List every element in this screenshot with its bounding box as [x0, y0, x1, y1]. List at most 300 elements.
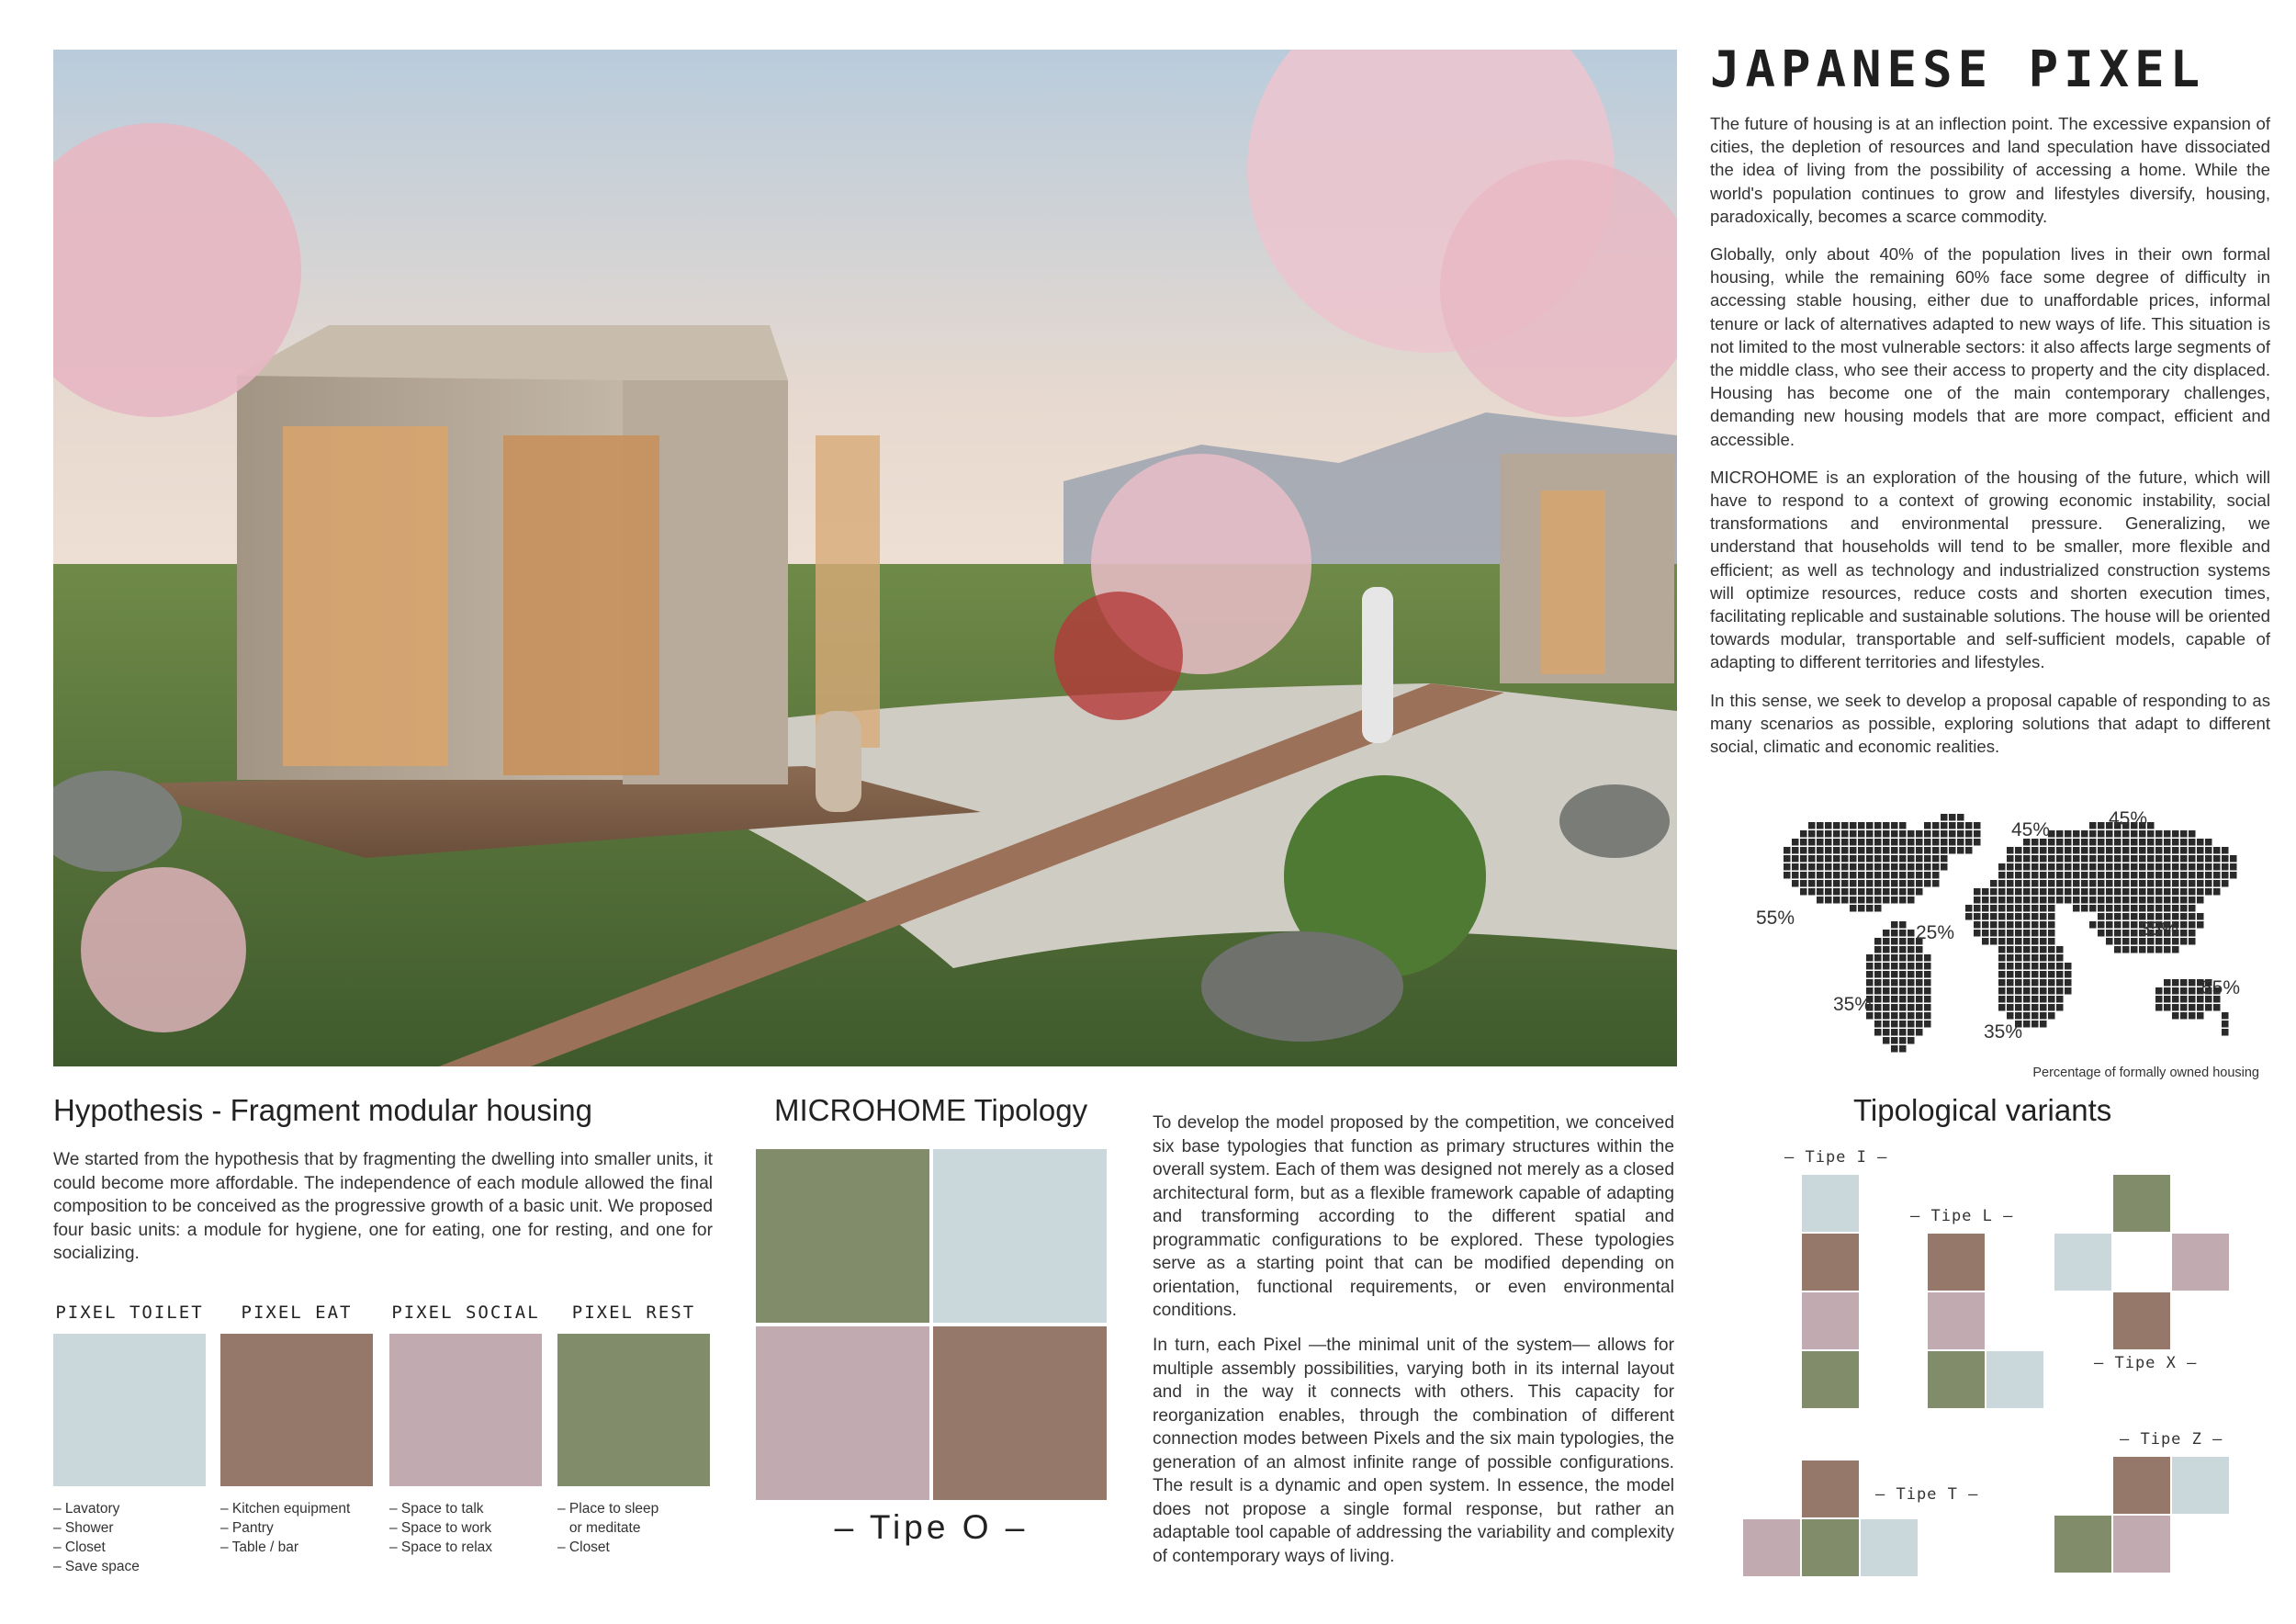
- map-pixel: [1916, 855, 1923, 863]
- pixel-toilet: [53, 1303, 206, 1576]
- map-pixel: [2089, 905, 2097, 912]
- map-pixel: [2098, 921, 2105, 929]
- map-pixel: [1908, 930, 1915, 937]
- map-pixel: [2106, 855, 2113, 863]
- map-pixel: [1883, 897, 1890, 904]
- map-pixel: [2089, 822, 2097, 829]
- map-pixel: [2164, 897, 2171, 904]
- map-pixel: [2007, 954, 2014, 962]
- map-pixel: [2114, 847, 2122, 854]
- map-pixel: [2155, 880, 2163, 887]
- pixel-list: [53, 1499, 206, 1576]
- map-pixel: [1833, 830, 1840, 838]
- map-pixel: [2098, 863, 2105, 871]
- map-pixel: [2213, 847, 2221, 854]
- map-pixel: [2155, 1004, 2163, 1011]
- map-pixel: [2114, 913, 2122, 920]
- map-pixel: [1866, 963, 1874, 970]
- map-pixel: [2032, 954, 2039, 962]
- list-item: or meditate: [557, 1520, 641, 1536]
- map-pixel: [2197, 897, 2204, 904]
- map-pixel: [1908, 872, 1915, 879]
- map-pixel: [2007, 946, 2014, 953]
- map-pixel: [1866, 905, 1874, 912]
- map-pixel: [1908, 897, 1915, 904]
- pixel-title: PIXEL REST: [571, 1303, 696, 1323]
- map-pixel: [2230, 863, 2237, 871]
- map-pixel: [1899, 938, 1907, 945]
- map-pixel: [1883, 938, 1890, 945]
- map-pixel: [1974, 830, 1981, 838]
- map-pixel: [2164, 830, 2171, 838]
- map-pixel: [2098, 830, 2105, 838]
- map-pixel: [2040, 987, 2047, 995]
- map-pixel: [2189, 930, 2196, 937]
- map-pixel: [2056, 830, 2064, 838]
- map-pixel: [1883, 1012, 1890, 1020]
- map-pixel: [1957, 847, 1964, 854]
- map-pixel: [2139, 905, 2146, 912]
- map-pixel: [2205, 863, 2212, 871]
- map-pixel: [2131, 863, 2138, 871]
- map-pixel: [2007, 872, 2014, 879]
- map-pixel: [2015, 897, 2022, 904]
- map-pixel: [2114, 946, 2122, 953]
- map-pixel: [2189, 897, 2196, 904]
- map-pixel: [2122, 839, 2130, 846]
- map-pixel: [1908, 888, 1915, 896]
- map-pixel: [2015, 863, 2022, 871]
- map-pixel: [1883, 996, 1890, 1003]
- map-pixel: [2180, 847, 2188, 854]
- map-pixel: [2065, 863, 2072, 871]
- map-pixel: [1874, 888, 1882, 896]
- tipe-o-cell-green: [756, 1149, 929, 1323]
- map-pixel: [2089, 839, 2097, 846]
- tipe-o-label: – Tipe O –: [834, 1508, 1029, 1546]
- map-pixel: [1916, 971, 1923, 978]
- map-pixel: [2114, 905, 2122, 912]
- map-pixel: [2023, 930, 2031, 937]
- tipe-z-cell: [2113, 1516, 2170, 1573]
- map-pixel: [1841, 897, 1849, 904]
- map-pixel: [2089, 855, 2097, 863]
- map-pixel: [1949, 822, 1956, 829]
- map-pixel: [1924, 855, 1931, 863]
- map-pixel: [2040, 1021, 2047, 1028]
- map-pixel: [1883, 880, 1890, 887]
- map-pixel: [1784, 872, 1791, 879]
- map-pixel: [1924, 847, 1931, 854]
- map-pixel: [2089, 847, 2097, 854]
- map-pixel: [2015, 946, 2022, 953]
- map-pixel: [1916, 1029, 1923, 1036]
- map-pixel: [2106, 938, 2113, 945]
- map-pixel: [1916, 888, 1923, 896]
- tipe-i-cell: [1802, 1175, 1859, 1232]
- map-pixel: [2048, 913, 2055, 920]
- map-pixel: [2098, 897, 2105, 904]
- map-pixel: [1974, 897, 1981, 904]
- map-pixel: [2065, 979, 2072, 987]
- map-pixel: [1874, 847, 1882, 854]
- map-pixel: [1974, 921, 1981, 929]
- map-pixel: [2180, 880, 2188, 887]
- map-pixel: [1841, 863, 1849, 871]
- map-pixel: [2015, 847, 2022, 854]
- map-pixel: [2222, 855, 2229, 863]
- map-pixel: [2040, 905, 2047, 912]
- map-pixel: [2180, 888, 2188, 896]
- map-pixel: [2106, 888, 2113, 896]
- map-pixel: [1883, 987, 1890, 995]
- map-pixel: [2048, 946, 2055, 953]
- map-pixel: [2048, 863, 2055, 871]
- map-pixel: [2155, 839, 2163, 846]
- map-pixel: [2147, 888, 2155, 896]
- map-pixel: [2197, 880, 2204, 887]
- map-pixel: [2189, 855, 2196, 863]
- map-pixel: [1784, 863, 1791, 871]
- map-pixel: [2032, 913, 2039, 920]
- tipe-z-cell: [2172, 1457, 2229, 1514]
- map-pixel: [1974, 905, 1981, 912]
- map-pixel: [2222, 880, 2229, 887]
- map-pixel: [2040, 996, 2047, 1003]
- map-pixel: [1850, 880, 1857, 887]
- map-pixel: [2056, 855, 2064, 863]
- map-pixel: [1891, 946, 1898, 953]
- map-pixel: [1841, 847, 1849, 854]
- map-pixel: [2007, 1004, 2014, 1011]
- map-pixel: [2197, 921, 2204, 929]
- tipe-o-cell-blue: [933, 1149, 1107, 1323]
- map-pixel: [1957, 822, 1964, 829]
- map-pixel: [2180, 905, 2188, 912]
- map-pixel: [2155, 830, 2163, 838]
- hypothesis-text: We started from the hypothesis that by fragmenting the dwelling into smaller units, it could become more affordable. The independence of each module allowed the final composition to be conceived as the progressive growth of a basic unit. We proposed four basic units: a module for hygiene, one for eating, one for resting, and one for socializing.: [53, 1150, 713, 1263]
- map-pixel: [1850, 839, 1857, 846]
- map-pixel: [1924, 996, 1931, 1003]
- map-pixel: [2040, 979, 2047, 987]
- map-pixel: [1883, 1021, 1890, 1028]
- map-pixel: [1874, 996, 1882, 1003]
- pixel-swatch-brown: [220, 1334, 373, 1486]
- map-pixel: [1957, 814, 1964, 821]
- map-pixel: [2106, 913, 2113, 920]
- map-pixel: [2007, 921, 2014, 929]
- tipe-o-cell-pink: [756, 1326, 929, 1500]
- map-pixel: [2114, 855, 2122, 863]
- map-pixel: [2032, 1012, 2039, 1020]
- map-pixel: [2147, 897, 2155, 904]
- map-pixel: [2139, 946, 2146, 953]
- map-pixel: [2048, 979, 2055, 987]
- map-pixel: [1858, 863, 1865, 871]
- map-pixel: [2197, 872, 2204, 879]
- map-pixel: [2089, 921, 2097, 929]
- map-pixel: [2139, 855, 2146, 863]
- tipe-t-cell: [1802, 1460, 1859, 1517]
- map-pixel: [2155, 987, 2163, 995]
- map-pixel: [2056, 963, 2064, 970]
- map-pixel: [1891, 963, 1898, 970]
- map-pixel: [1866, 954, 1874, 962]
- map-pixel: [1891, 1045, 1898, 1053]
- map-pixel: [2122, 888, 2130, 896]
- map-pixel: [1891, 1037, 1898, 1044]
- map-pixel: [2040, 954, 2047, 962]
- map-pixel: [1974, 888, 1981, 896]
- map-pixel: [2056, 1004, 2064, 1011]
- map-pixel: [1850, 847, 1857, 854]
- map-pixel: [2056, 971, 2064, 978]
- map-pixel: [2106, 830, 2113, 838]
- map-pixel: [1899, 979, 1907, 987]
- map-pixel: [2023, 946, 2031, 953]
- hero-render-image: [53, 50, 1677, 1066]
- map-pixel: [1908, 1021, 1915, 1028]
- map-pixel: [1916, 880, 1923, 887]
- map-pixel: [2122, 938, 2130, 945]
- map-pixel: [1957, 830, 1964, 838]
- map-pixel: [1784, 847, 1791, 854]
- map-pixel: [2089, 863, 2097, 871]
- pct-south-america: 35%: [1833, 994, 1873, 1015]
- map-pixel: [1899, 880, 1907, 887]
- map-pixel: [1941, 822, 1948, 829]
- tipe-i-cell: [1802, 1292, 1859, 1349]
- map-pixel: [1998, 1004, 2006, 1011]
- map-pixel: [2106, 839, 2113, 846]
- map-pixel: [2155, 872, 2163, 879]
- map-pixel: [2197, 847, 2204, 854]
- map-pixel: [2098, 839, 2105, 846]
- map-pixel: [1883, 971, 1890, 978]
- map-pixel: [2032, 987, 2039, 995]
- intro-paragraph-1: The future of housing is at an inflection point. The excessive expansion of cities, the depletion of resources and land speculation have dissociated the idea of living from the possibility of accessing a home. While the world's population continues to grow and lifestyles diversify, housing, paradoxically, becomes a scarce commodity.: [1710, 114, 2270, 226]
- map-pixel: [1916, 954, 1923, 962]
- map-pixel: [2065, 855, 2072, 863]
- pct-africa-south: 35%: [1984, 1021, 2023, 1043]
- map-pixel: [1998, 888, 2006, 896]
- map-pixel: [2056, 888, 2064, 896]
- map-pixel: [1808, 855, 1816, 863]
- map-pixel: [2180, 830, 2188, 838]
- map-pixel: [2032, 921, 2039, 929]
- map-pixel: [2073, 839, 2080, 846]
- map-pixel: [2122, 946, 2130, 953]
- map-pixel: [2023, 855, 2031, 863]
- map-pixel: [1825, 897, 1832, 904]
- map-pixel: [1874, 872, 1882, 879]
- map-pixel: [1833, 872, 1840, 879]
- map-pixel: [1850, 855, 1857, 863]
- pixel-swatch-pink: [389, 1334, 542, 1486]
- pct-russia: 45%: [2109, 808, 2148, 829]
- map-pixel: [2073, 872, 2080, 879]
- map-pixel: [1808, 822, 1816, 829]
- map-pixel: [1949, 839, 1956, 846]
- map-pixel: [2015, 855, 2022, 863]
- map-pixel: [2032, 930, 2039, 937]
- pct-greenland: 45%: [2011, 819, 2051, 840]
- map-pixel: [2222, 863, 2229, 871]
- map-pixel: [1916, 987, 1923, 995]
- map-pixel: [2023, 921, 2031, 929]
- map-pixel: [1883, 930, 1890, 937]
- map-pixel: [2048, 847, 2055, 854]
- pct-asia: 35%: [2140, 919, 2179, 940]
- map-pixel: [1924, 979, 1931, 987]
- map-caption: Percentage of formally owned housing: [2032, 1066, 2259, 1080]
- map-pixel: [2023, 905, 2031, 912]
- map-pixel: [2180, 855, 2188, 863]
- map-pixel: [2164, 979, 2171, 987]
- map-pixel: [1825, 880, 1832, 887]
- map-pixel: [2065, 872, 2072, 879]
- map-pixel: [1949, 847, 1956, 854]
- map-pixel: [2155, 905, 2163, 912]
- map-pixel: [1908, 839, 1915, 846]
- pct-africa-north: 25%: [1916, 922, 1955, 943]
- map-pixel: [1899, 839, 1907, 846]
- map-pixel: [1998, 897, 2006, 904]
- map-pixel: [2048, 996, 2055, 1003]
- map-pixel: [1990, 905, 1998, 912]
- map-pixel: [1998, 963, 2006, 970]
- map-pixel: [2040, 930, 2047, 937]
- map-pixel: [1833, 880, 1840, 887]
- map-pixel: [2007, 971, 2014, 978]
- map-pixel: [2172, 946, 2179, 953]
- map-pixel: [2040, 963, 2047, 970]
- map-pixel: [2032, 946, 2039, 953]
- map-pixel: [2139, 839, 2146, 846]
- map-pixel: [1899, 921, 1907, 929]
- list-item: – Table / bar: [220, 1539, 299, 1555]
- map-pixel: [1932, 847, 1940, 854]
- map-pixel: [1990, 880, 1998, 887]
- map-pixel: [2073, 855, 2080, 863]
- map-pixel: [2131, 830, 2138, 838]
- map-pixel: [2164, 946, 2171, 953]
- map-pixel: [2040, 913, 2047, 920]
- map-pixel: [2122, 880, 2130, 887]
- map-pixel: [2189, 987, 2196, 995]
- map-pixel: [1941, 847, 1948, 854]
- map-pixel: [2114, 863, 2122, 871]
- list-item: – Place to sleep: [557, 1501, 659, 1517]
- map-pixel: [1841, 880, 1849, 887]
- map-pixel: [2089, 888, 2097, 896]
- map-pixel: [1891, 930, 1898, 937]
- map-pixel: [1965, 839, 1973, 846]
- map-pixel: [2189, 996, 2196, 1003]
- map-pixel: [1990, 888, 1998, 896]
- map-pixel: [1891, 830, 1898, 838]
- map-pixel: [1916, 830, 1923, 838]
- tipe-z-cell: [2113, 1457, 2170, 1514]
- map-pixel: [2213, 888, 2221, 896]
- map-pixel: [2106, 847, 2113, 854]
- map-pixel: [1908, 1037, 1915, 1044]
- map-pixel: [2122, 930, 2130, 937]
- map-pixel: [2007, 897, 2014, 904]
- map-pixel: [1924, 863, 1931, 871]
- map-pixel: [1883, 954, 1890, 962]
- map-pixel: [1965, 822, 1973, 829]
- map-pixel: [2073, 888, 2080, 896]
- map-pixel: [2139, 863, 2146, 871]
- map-pixel: [1874, 987, 1882, 995]
- hero-illustration: [53, 50, 1677, 1066]
- map-pixel: [1833, 822, 1840, 829]
- map-pixel: [1891, 1029, 1898, 1036]
- map-pixel: [1916, 1004, 1923, 1011]
- map-pixel: [2032, 872, 2039, 879]
- map-pixel: [2048, 897, 2055, 904]
- map-pixel: [2139, 897, 2146, 904]
- map-pixel: [2189, 905, 2196, 912]
- map-pixel: [1924, 1021, 1931, 1028]
- map-pixel: [2015, 930, 2022, 937]
- map-pixel: [2048, 938, 2055, 945]
- map-pixel: [2172, 830, 2179, 838]
- map-pixel: [1858, 897, 1865, 904]
- map-pixel: [1908, 954, 1915, 962]
- list-item: – Space to work: [389, 1520, 492, 1536]
- map-pixel: [2164, 863, 2171, 871]
- map-pixel: [1808, 847, 1816, 854]
- map-pixel: [2172, 905, 2179, 912]
- map-pixel: [1850, 888, 1857, 896]
- map-pixel: [2048, 888, 2055, 896]
- map-pixel: [1883, 1029, 1890, 1036]
- map-pixel: [1792, 839, 1799, 846]
- map-pixel: [1899, 863, 1907, 871]
- pixel-swatch-blue: [53, 1334, 206, 1486]
- map-pixel: [1858, 905, 1865, 912]
- map-pixel: [2197, 1012, 2204, 1020]
- map-pixel: [1850, 872, 1857, 879]
- map-pixel: [2065, 963, 2072, 970]
- map-pixel: [1899, 1012, 1907, 1020]
- map-pixel: [1883, 872, 1890, 879]
- map-pixel: [2007, 905, 2014, 912]
- map-pixel: [2147, 847, 2155, 854]
- pct-oceania: 55%: [2201, 977, 2241, 998]
- map-pixel: [2155, 996, 2163, 1003]
- map-pixel: [2023, 987, 2031, 995]
- map-pixel: [2131, 921, 2138, 929]
- map-pixel: [2048, 905, 2055, 912]
- map-pixel: [2015, 880, 2022, 887]
- map-pixel: [1883, 830, 1890, 838]
- map-pixel: [1891, 897, 1898, 904]
- map-pixel: [1998, 954, 2006, 962]
- map-pixel: [1916, 946, 1923, 953]
- map-pixel: [2205, 855, 2212, 863]
- map-pixel: [2056, 897, 2064, 904]
- list-item: – Pantry: [220, 1520, 274, 1536]
- map-pixel: [2056, 996, 2064, 1003]
- map-pixel: [2131, 897, 2138, 904]
- map-pixel: [2131, 946, 2138, 953]
- map-pixel: [1866, 888, 1874, 896]
- map-pixel: [2032, 938, 2039, 945]
- map-pixel: [2023, 913, 2031, 920]
